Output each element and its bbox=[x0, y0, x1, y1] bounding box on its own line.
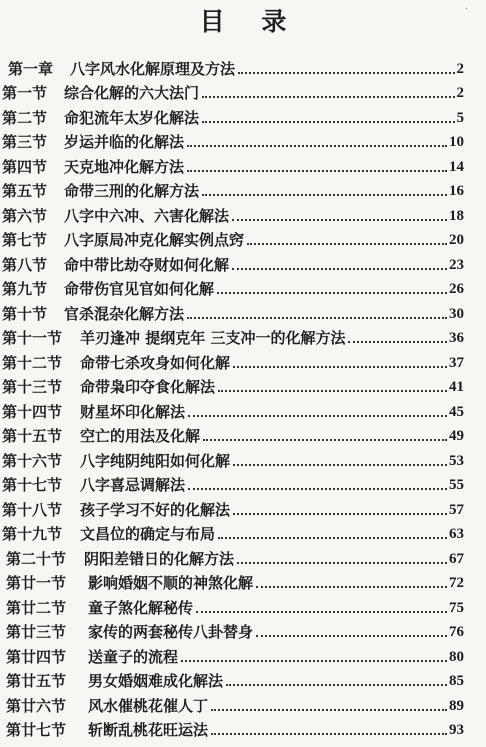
toc-entry-title: 斩断乱桃花旺运法 bbox=[88, 721, 209, 739]
toc-leader-dots bbox=[203, 439, 447, 441]
toc-entry-page: 14 bbox=[449, 158, 464, 175]
toc-entry-page: 45 bbox=[449, 403, 464, 420]
toc-entry-number: 第二节 bbox=[2, 108, 48, 127]
toc-entry-number: 第八节 bbox=[2, 255, 48, 274]
toc-leader-dots bbox=[238, 72, 454, 74]
toc-entry-page: 63 bbox=[449, 526, 464, 542]
toc-entry-page: 20 bbox=[449, 232, 464, 248]
toc-leader-dots bbox=[202, 121, 454, 123]
toc-entry-number: 第十八节 bbox=[2, 500, 63, 519]
toc-entry-title: 综合化解的六大法门 bbox=[64, 84, 200, 102]
toc-entry bbox=[0, 78, 486, 103]
toc-leader-dots bbox=[348, 341, 447, 343]
toc-entry bbox=[0, 225, 486, 250]
toc-entry-page: 67 bbox=[449, 550, 464, 567]
toc-entry bbox=[0, 470, 486, 495]
toc-entry-page: 26 bbox=[449, 281, 464, 297]
toc-entry-title: 羊刃逢冲 提纲克年 三支冲一的化解方法 bbox=[80, 329, 346, 347]
toc-entry bbox=[0, 592, 486, 617]
toc-entry bbox=[0, 347, 486, 372]
toc-entry-page: 75 bbox=[449, 599, 464, 616]
table-of-contents bbox=[0, 53, 486, 739]
toc-entry bbox=[0, 53, 486, 78]
toc-entry-page: 36 bbox=[449, 330, 464, 346]
toc-entry-title: 空亡的用法及化解 bbox=[80, 427, 201, 445]
toc-entry bbox=[0, 298, 486, 323]
toc-entry-page: 89 bbox=[449, 697, 464, 714]
toc-entry-page: 18 bbox=[449, 207, 464, 224]
toc-entry-number: 第廿五节 bbox=[6, 672, 67, 690]
toc-leader-dots bbox=[211, 709, 447, 711]
toc-entry bbox=[0, 421, 486, 446]
toc-entry-title: 阴阳差错日的化解方法 bbox=[84, 549, 235, 568]
toc-entry-title: 八字纯阴纯阳如何化解 bbox=[80, 451, 231, 470]
toc-entry-page: 85 bbox=[449, 673, 464, 689]
toc-entry-page: 53 bbox=[449, 452, 464, 469]
toc-entry-title: 童子煞化解秘传 bbox=[88, 598, 194, 617]
toc-entry-page: 2 bbox=[456, 85, 464, 101]
toc-entry-page: 49 bbox=[449, 428, 464, 444]
toc-leader-dots bbox=[188, 488, 447, 490]
toc-entry bbox=[0, 666, 486, 691]
toc-entry bbox=[0, 445, 486, 470]
toc-entry-page: 41 bbox=[449, 379, 464, 395]
toc-entry-title: 岁运并临的化解法 bbox=[64, 133, 185, 151]
toc-entry-page: 80 bbox=[449, 648, 464, 665]
toc-leader-dots bbox=[217, 292, 447, 294]
toc-leader-dots bbox=[232, 219, 447, 221]
toc-entry-title: 影响婚姻不顺的神煞化解 bbox=[88, 574, 254, 592]
toc-entry-number: 第三节 bbox=[2, 133, 48, 151]
toc-entry bbox=[0, 200, 486, 225]
toc-entry-number: 第七节 bbox=[2, 231, 48, 249]
toc-entry bbox=[0, 151, 486, 176]
toc-entry-title: 风水催桃花催人丁 bbox=[88, 696, 209, 715]
toc-entry-number: 第廿七节 bbox=[6, 721, 67, 739]
toc-entry-title: 命带伤官见官如何化解 bbox=[64, 280, 215, 298]
toc-entry-title: 命中带比劫夺财如何化解 bbox=[64, 255, 230, 274]
toc-entry-title: 八字中六冲、六害化解法 bbox=[64, 206, 230, 225]
toc-entry-title: 命带七杀攻身如何化解 bbox=[80, 353, 231, 372]
toc-entry bbox=[0, 249, 486, 274]
toc-leader-dots bbox=[188, 415, 447, 417]
toc-entry-page: 10 bbox=[449, 134, 464, 150]
toc-entry-number: 第廿六节 bbox=[6, 696, 67, 715]
toc-leader-dots bbox=[218, 537, 447, 539]
corner-mark: · bbox=[464, 4, 468, 15]
toc-entry-title: 官杀混杂化解方法 bbox=[64, 304, 185, 323]
toc-leader-dots bbox=[233, 366, 447, 368]
toc-entry-number: 第十六节 bbox=[2, 451, 63, 470]
toc-entry-number: 第廿一节 bbox=[6, 574, 67, 592]
toc-entry-title: 家传的两套秘传八卦替身 bbox=[88, 623, 254, 641]
toc-leader-dots bbox=[181, 660, 447, 662]
toc-entry-number: 第十七节 bbox=[2, 476, 63, 494]
toc-entry-title: 文昌位的确定与布局 bbox=[80, 525, 216, 543]
toc-entry-number: 第廿三节 bbox=[6, 623, 67, 641]
toc-entry-number: 第十四节 bbox=[2, 402, 63, 421]
toc-leader-dots bbox=[211, 733, 447, 735]
toc-entry-page: 37 bbox=[449, 354, 464, 371]
toc-entry bbox=[0, 372, 486, 397]
toc-leader-dots bbox=[202, 96, 454, 98]
toc-entry-page: 55 bbox=[449, 477, 464, 493]
toc-leader-dots bbox=[237, 562, 447, 564]
toc-entry-page: 23 bbox=[449, 256, 464, 273]
toc-entry bbox=[0, 323, 486, 348]
toc-leader-dots bbox=[226, 684, 447, 686]
toc-entry-number: 第六节 bbox=[2, 206, 48, 225]
toc-leader-dots bbox=[218, 390, 447, 392]
toc-leader-dots bbox=[187, 170, 447, 172]
toc-entry bbox=[0, 715, 486, 740]
toc-entry-title: 八字原局冲克化解实例点窍 bbox=[64, 231, 245, 249]
toc-entry-number: 第十二节 bbox=[2, 353, 63, 372]
toc-entry-number: 第十一节 bbox=[2, 329, 63, 347]
toc-leader-dots bbox=[187, 317, 447, 319]
toc-leader-dots bbox=[196, 611, 447, 613]
toc-entry bbox=[0, 543, 486, 568]
toc-entry-page: 30 bbox=[449, 305, 464, 322]
toc-entry-number: 第十九节 bbox=[2, 525, 63, 543]
toc-leader-dots bbox=[256, 586, 447, 588]
toc-entry-page: 93 bbox=[449, 722, 464, 738]
toc-entry bbox=[0, 494, 486, 519]
toc-entry-title: 男女婚姻难成化解法 bbox=[88, 672, 224, 690]
toc-entry bbox=[0, 127, 486, 152]
toc-entry-page: 5 bbox=[456, 109, 464, 126]
toc-entry-page: 16 bbox=[449, 183, 464, 199]
toc-entry-number: 第五节 bbox=[2, 182, 48, 200]
toc-leader-dots bbox=[232, 268, 447, 270]
toc-entry-page: 57 bbox=[449, 501, 464, 518]
toc-entry bbox=[0, 641, 486, 666]
toc-entry-number: 第十三节 bbox=[2, 378, 63, 396]
toc-entry-title: 八字风水化解原理及方法 bbox=[70, 59, 236, 78]
toc-entry-number: 第十节 bbox=[2, 304, 48, 323]
toc-leader-dots bbox=[247, 243, 447, 245]
toc-entry-number: 第一章 bbox=[8, 59, 54, 78]
toc-leader-dots bbox=[256, 635, 447, 637]
toc-leader-dots bbox=[187, 145, 447, 147]
toc-entry-title: 八字喜忌调解法 bbox=[80, 476, 186, 494]
toc-leader-dots bbox=[233, 464, 447, 466]
toc-entry-page: 2 bbox=[456, 60, 464, 77]
toc-entry bbox=[0, 176, 486, 201]
toc-leader-dots bbox=[233, 513, 447, 515]
page-title: 目 录 bbox=[199, 7, 301, 36]
toc-entry bbox=[0, 617, 486, 642]
toc-entry bbox=[0, 690, 486, 715]
toc-leader-dots bbox=[202, 194, 447, 196]
toc-entry bbox=[0, 274, 486, 299]
toc-entry-number: 第二十节 bbox=[6, 549, 67, 568]
toc-entry-title: 命带枭印夺食化解法 bbox=[80, 378, 216, 396]
toc-entry bbox=[0, 102, 486, 127]
toc-entry bbox=[0, 568, 486, 593]
toc-entry-page: 72 bbox=[449, 575, 464, 591]
toc-entry bbox=[0, 396, 486, 421]
toc-entry-title: 天克地冲化解方法 bbox=[64, 157, 185, 176]
toc-entry-number: 第廿二节 bbox=[6, 598, 67, 617]
toc-entry-number: 第九节 bbox=[2, 280, 48, 298]
toc-entry-title: 命犯流年太岁化解法 bbox=[64, 108, 200, 127]
toc-entry-title: 送童子的流程 bbox=[88, 647, 179, 666]
toc-entry-number: 第十五节 bbox=[2, 427, 63, 445]
toc-entry-number: 第廿四节 bbox=[6, 647, 67, 666]
toc-entry-title: 孩子学习不好的化解法 bbox=[80, 500, 231, 519]
toc-entry-number: 第四节 bbox=[2, 157, 48, 176]
toc-entry bbox=[0, 519, 486, 544]
toc-entry-title: 财星坏印化解法 bbox=[80, 402, 186, 421]
toc-entry-title: 命带三刑的化解方法 bbox=[64, 182, 200, 200]
toc-entry-number: 第一节 bbox=[2, 84, 48, 102]
toc-entry-page: 76 bbox=[449, 624, 464, 640]
